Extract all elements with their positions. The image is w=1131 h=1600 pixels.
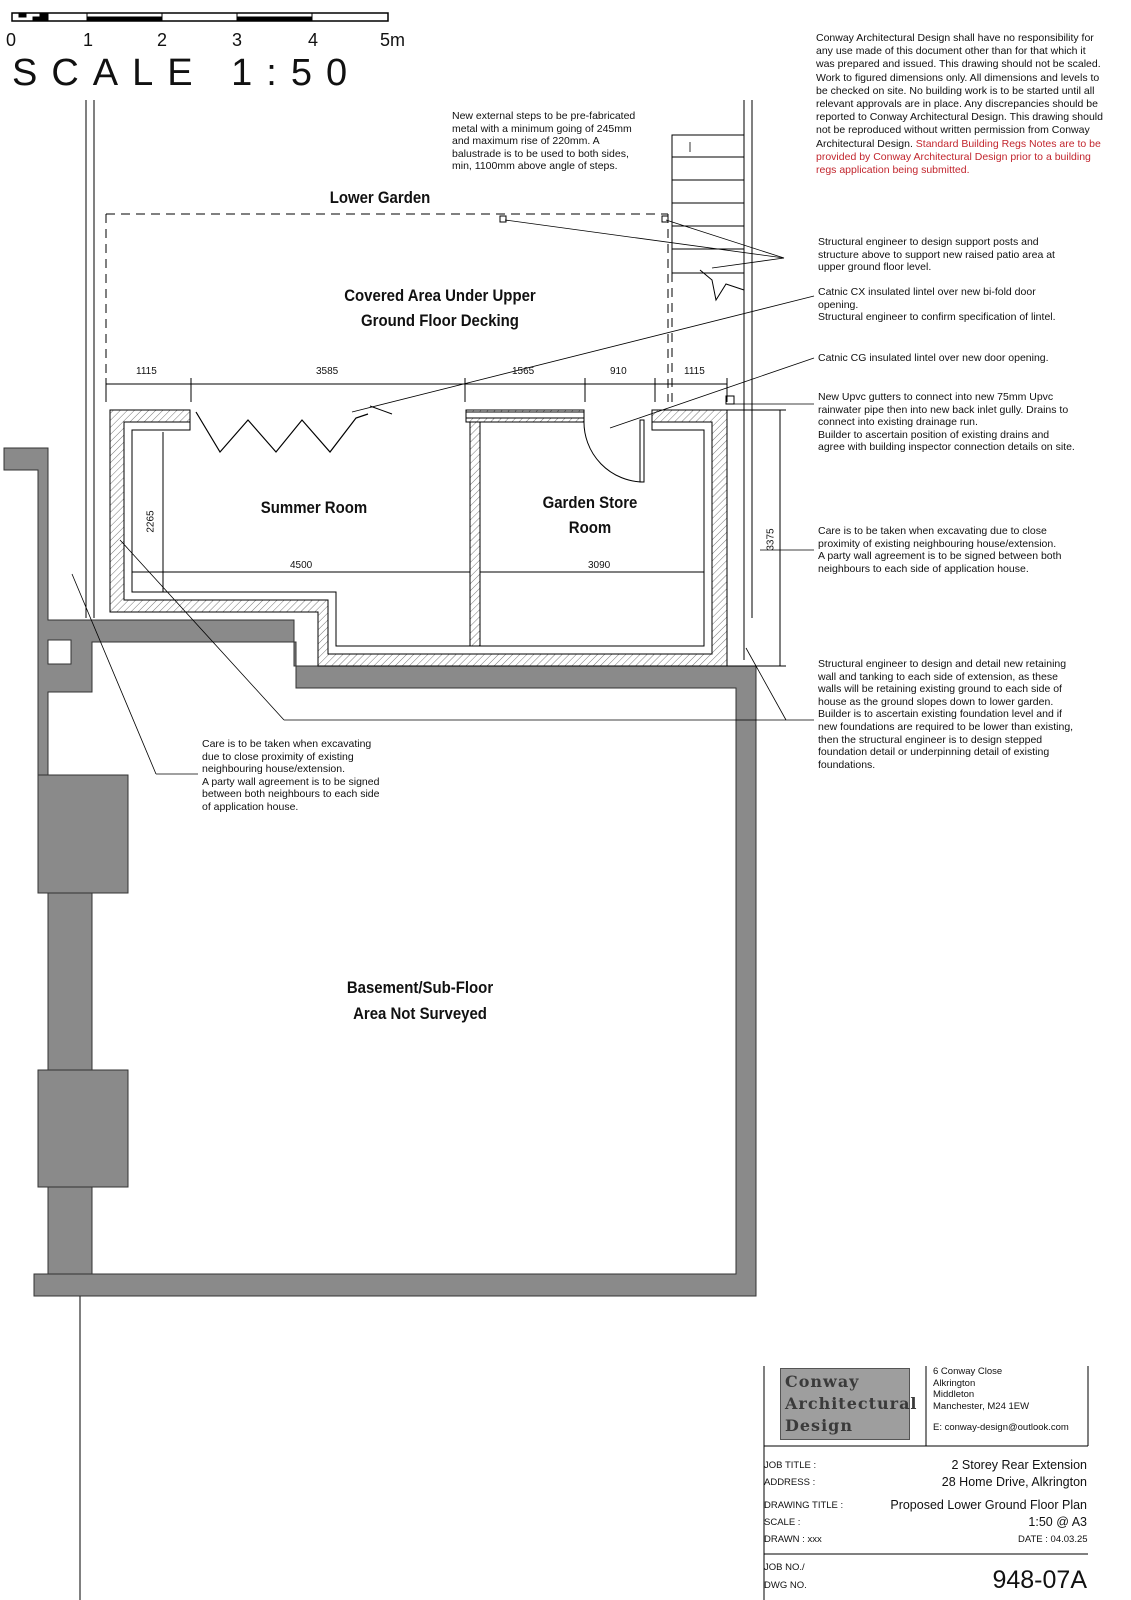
scale-title: SCALE 1:50 [12, 52, 362, 94]
dim-3090: 3090 [588, 560, 611, 571]
address-line4: Manchester, M24 1EW [933, 1400, 1030, 1412]
scale-label: SCALE : [764, 1517, 801, 1528]
note-gutters: New Upvc gutters to connect into new 75mm Upvc rainwater pipe then into new back inlet gully. Drains to connect into existing drainage run. Builder to ascertain position of existing drains and agree with building inspector connection details on site. [818, 391, 1075, 454]
room-garden-store-line1: Garden Store [542, 493, 638, 512]
job-title-value: 2 Storey Rear Extension [951, 1458, 1087, 1472]
note-lintel-cg: Catnic CG insulated lintel over new door opening. [818, 352, 1049, 364]
note-external-steps: New external steps to be pre-fabricated metal with a minimum going of 245mm and maximum rise of 220mm. A balustrade is to be used to both sides, min, 1100mm above angle of steps. [452, 110, 636, 173]
job-no-label: JOB NO./ [764, 1562, 805, 1573]
room-basement-line2: Area Not Surveyed [353, 1004, 487, 1023]
note-retaining-wall: Structural engineer to design and detail new retaining wall and tanking to each side of extension, as these walls will be retaining existing ground to each side of house as the ground slopes down to lower garden. Builder is to ascertain existing foundation level and if new foundations are required to be lower than existing, then the structural engineer is to design stepped foundation detail or underpinning detail of existing foundations. [818, 658, 1074, 771]
room-covered-area-line2: Ground Floor Decking [361, 311, 519, 330]
company-logo [780, 1368, 918, 1440]
scale-tick-3: 3 [232, 30, 243, 50]
scale-tick-5m: 5m [380, 30, 406, 50]
logo-line3: Design [785, 1416, 853, 1435]
room-garden-store-line2: Room [568, 518, 612, 537]
room-covered-area-line1: Covered Area Under Upper [344, 286, 536, 305]
pier-2 [38, 1070, 128, 1187]
scale-bar [12, 13, 388, 21]
dim-910: 910 [610, 366, 627, 377]
dim-1565: 1565 [512, 366, 535, 377]
address-label: ADDRESS : [764, 1477, 816, 1488]
scale-tick-2: 2 [157, 30, 168, 50]
note-care-left: Care is to be taken when excavating due to close proximity of existing neighbouring house/extension. A party wall agreement is to be signed between both neighbours to each side of application house. [202, 738, 380, 813]
dim-3375: 3375 [765, 528, 777, 551]
drawing-title-value: Proposed Lower Ground Floor Plan [890, 1498, 1087, 1512]
logo-line2: Architectural [785, 1394, 918, 1413]
scale-tick-0: 0 [6, 30, 17, 50]
company-address [933, 1366, 1069, 1434]
drawing-number: 948-07A [992, 1566, 1087, 1594]
note-lintel-cx: Catnic CX insulated lintel over new bi-fold door opening. Structural engineer to confirm specification of lintel. [818, 286, 1056, 324]
logo-line1: Conway [785, 1372, 860, 1391]
pier-1 [38, 775, 128, 893]
dwg-no-label: DWG NO. [764, 1580, 807, 1591]
company-email: E: conway-design@outlook.com [933, 1422, 1069, 1433]
dim-2265: 2265 [145, 510, 157, 533]
drawn-label: DRAWN : xxx [764, 1534, 822, 1545]
disclaimer-block [816, 32, 1106, 177]
note-support-posts: Structural engineer to design support posts and structure above to support new raised patio area at upper ground floor level. [818, 236, 1055, 274]
dim-1115-right: 1115 [684, 366, 705, 377]
disclaimer-red-text: Standard Building Regs Notes are to be provided by Conway Architectural Design prior to a building regs application being submitted. [816, 137, 1101, 177]
dim-4500: 4500 [290, 560, 313, 571]
room-basement-line1: Basement/Sub-Floor [346, 978, 494, 997]
external-steps [672, 135, 744, 402]
room-lower-garden: Lower Garden [329, 188, 431, 207]
date-value: DATE : 04.03.25 [1018, 1534, 1088, 1545]
covered-area-outline [106, 214, 668, 402]
support-post-1 [500, 216, 506, 222]
drawing-title-label: DRAWING TITLE : [764, 1500, 844, 1511]
scale-tick-1: 1 [83, 30, 94, 50]
support-post-2 [662, 216, 668, 222]
disclaimer-text: Conway Architectural Design shall have no responsibility for any use made of this document other than for that which it was prepared and issued. This drawing should not be scaled. Work to figured dimensions only. All dimensions and levels to be checked on site. No building work is to be started until all relevant approvals are in place. Any discrepancies should be reported to Conway Architectural Design. This drawing should not be reproduced without written permission from Conway Architectural Design. [816, 32, 1103, 150]
scale-tick-4: 4 [308, 30, 319, 50]
address-value: 28 Home Drive, Alkrington [941, 1475, 1087, 1489]
address-line3: Middleton [933, 1389, 975, 1400]
dim-3585: 3585 [316, 366, 339, 377]
room-summer-room: Summer Room [260, 498, 368, 517]
address-line1: 6 Conway Close [933, 1366, 1003, 1377]
note-care-right: Care is to be taken when excavating due to close proximity of existing neighbouring house/extension. A party wall agreement is to be signed between both neighbours to each side of application house. [818, 525, 1062, 575]
address-line2: Alkrington [933, 1377, 976, 1389]
dim-1115-left: 1115 [136, 366, 157, 377]
job-title-label: JOB TITLE : [764, 1460, 817, 1471]
scale-value: 1:50 @ A3 [1028, 1515, 1087, 1529]
